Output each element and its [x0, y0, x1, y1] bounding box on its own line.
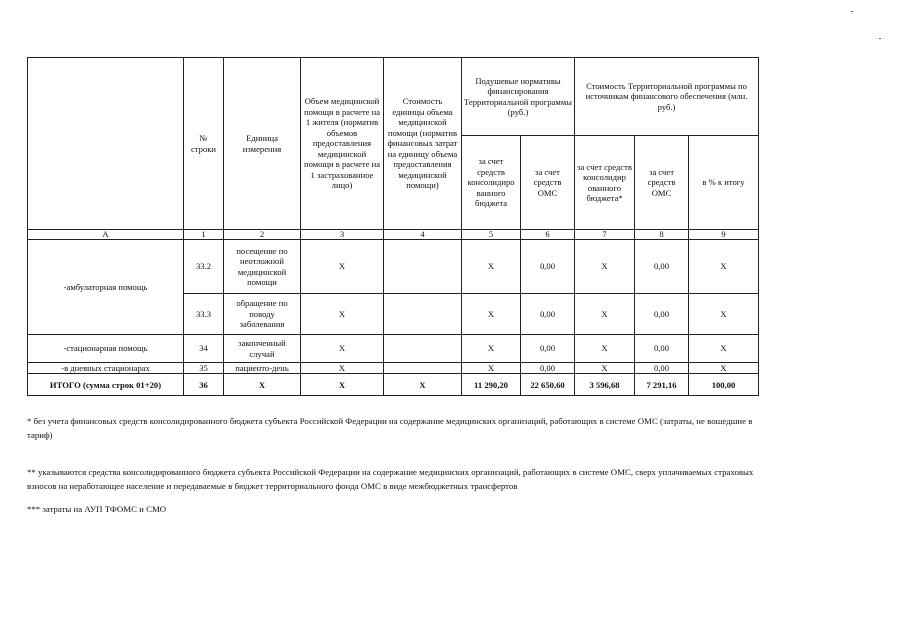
row-per-capita-budget: Х [462, 363, 521, 374]
row-cost-oms: 7 291,16 [635, 374, 689, 396]
index-cell: 4 [384, 230, 462, 240]
total-label: ИТОГО (сумма строк 01+20) [28, 374, 184, 396]
scan-speck [851, 11, 853, 12]
header-per-capita-oms: за счет средств ОМС [521, 136, 575, 230]
header-cost-oms: за счет средств ОМС [635, 136, 689, 230]
header-group-cost: Стоимость Территориальной программы по источникам финансового обеспечения (млн. руб.) [575, 58, 759, 136]
row-cost-budget: Х [575, 294, 635, 335]
row-volume: Х [301, 363, 384, 374]
row-name: -амбулаторная помощь [28, 240, 184, 335]
row-cost-budget: 3 596,68 [575, 374, 635, 396]
header-empty-cell [28, 58, 184, 230]
row-per-capita-budget: Х [462, 294, 521, 335]
row-unit-cost: Х [384, 374, 462, 396]
footnote-1: * без учета финансовых средств консолидированного бюджета субъекта Российской Федерации на содержание медицинских организаций, работающих в системе ОМС (затраты, не вошедшие в тариф) [27, 416, 753, 440]
row-unit: обращение по поводу заболевания [224, 294, 301, 335]
row-unit: законченный случай [224, 335, 301, 363]
header-unit: Единица измерения [224, 58, 301, 230]
table-row [28, 363, 759, 374]
row-per-capita-budget: 11 290,20 [462, 374, 521, 396]
row-cost-oms: 0,00 [635, 363, 689, 374]
row-cost-oms: 0,00 [635, 335, 689, 363]
row-per-capita-oms: 22 650,60 [521, 374, 575, 396]
row-cost-percent: 100,00 [689, 374, 759, 396]
header-per-capita-budget: за счет средств консолидиро ванного бюджета [462, 136, 521, 230]
row-per-capita-budget: Х [462, 240, 521, 294]
row-number: 36 [184, 374, 224, 396]
index-cell: 2 [224, 230, 301, 240]
row-cost-budget: Х [575, 363, 635, 374]
row-number: 33.2 [184, 240, 224, 294]
row-cost-oms: 0,00 [635, 240, 689, 294]
row-per-capita-budget: Х [462, 335, 521, 363]
row-cost-oms: 0,00 [635, 294, 689, 335]
index-cell: 5 [462, 230, 521, 240]
index-row [28, 230, 759, 240]
index-cell: 9 [689, 230, 759, 240]
table-row [28, 335, 759, 363]
row-cost-percent: Х [689, 294, 759, 335]
header-row-1 [28, 58, 759, 136]
row-cost-percent: Х [689, 363, 759, 374]
index-cell: 8 [635, 230, 689, 240]
financing-table [27, 57, 759, 396]
header-row-number: № строки [184, 58, 224, 230]
header-cost-budget: за счет средств консолидир ованного бюджета* [575, 136, 635, 230]
index-cell: 1 [184, 230, 224, 240]
index-cell: 3 [301, 230, 384, 240]
row-per-capita-oms: 0,00 [521, 240, 575, 294]
row-number: 34 [184, 335, 224, 363]
index-cell: 7 [575, 230, 635, 240]
row-unit-cost [384, 294, 462, 335]
row-unit-cost [384, 240, 462, 294]
row-per-capita-oms: 0,00 [521, 294, 575, 335]
row-unit: пациенто-день [224, 363, 301, 374]
index-cell: 6 [521, 230, 575, 240]
row-per-capita-oms: 0,00 [521, 335, 575, 363]
row-cost-percent: Х [689, 240, 759, 294]
row-cost-budget: Х [575, 335, 635, 363]
row-unit-cost [384, 335, 462, 363]
row-volume: Х [301, 240, 384, 294]
row-per-capita-oms: 0,00 [521, 363, 575, 374]
row-unit: посещение по неотложной медицинской помощи [224, 240, 301, 294]
row-name: -в дневных стационарах [28, 363, 184, 374]
header-group-per-capita: Подушевые нормативы финансирования Территориальной программы (руб.) [462, 58, 575, 136]
index-cell: А [28, 230, 184, 240]
header-volume: Объем медицинской помощи в расчете на 1 жителя (норматив объемов предоставления медицинской помощи в расчете на 1 застрахованное лицо) [301, 58, 384, 230]
row-unit-cost [384, 363, 462, 374]
row-unit: Х [224, 374, 301, 396]
footnote-2: ** указываются средства консолидированного бюджета субъекта Российской Федерации на содержание медицинских организаций, работающих в системе ОМС, сверх уплачиваемых страховых взносов на неработающее население и передаваемые в бюджет территориального фонда ОМС в виде межбюджетных трансфертов [27, 467, 754, 491]
row-name: -стационарная помощь [28, 335, 184, 363]
total-row [28, 374, 759, 396]
header-unit-cost: Стоимость единицы объема медицинской помощи (норматив финансовых затрат на единицу объема предоставления медицинской помощи) [384, 58, 462, 230]
header-cost-percent: в % к итогу [689, 136, 759, 230]
row-number: 35 [184, 363, 224, 374]
row-volume: Х [301, 335, 384, 363]
table-row [28, 240, 759, 294]
row-volume: Х [301, 374, 384, 396]
footnote-3: *** затраты на АУП ТФОМС и СМО [27, 504, 167, 514]
row-cost-budget: Х [575, 240, 635, 294]
scan-speck [879, 38, 881, 39]
row-number: 33.3 [184, 294, 224, 335]
row-volume: Х [301, 294, 384, 335]
row-cost-percent: Х [689, 335, 759, 363]
